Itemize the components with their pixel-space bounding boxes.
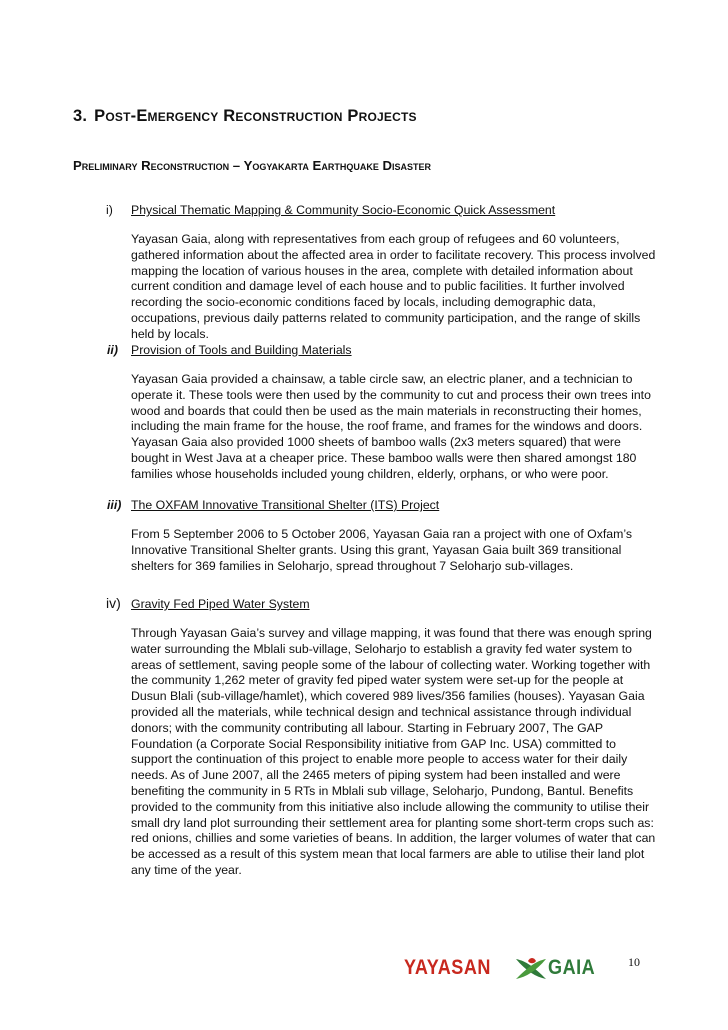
item-title: Gravity Fed Piped Water System bbox=[131, 597, 310, 611]
item-title: Provision of Tools and Building Materials bbox=[131, 343, 352, 357]
logo-text-gaia: GAIA bbox=[548, 956, 596, 979]
list-item bbox=[106, 498, 646, 574]
page-number: 10 bbox=[628, 955, 640, 969]
item-marker: iii) bbox=[107, 498, 122, 512]
leaf-x-icon bbox=[514, 957, 548, 981]
yayasan-gaia-logo bbox=[404, 956, 604, 982]
list-item bbox=[106, 343, 651, 483]
item-marker: iv) bbox=[106, 595, 121, 611]
item-body: From 5 September 2006 to 5 October 2006, Yayasan Gaia ran a project with one of Oxfam’s Innovative Transitional Shelter grants. Using this grant, Yayasan Gaia built 369 transitional shelters for 369 families in Seloharjo, spread throughout 7 Seloharjo sub-villages. bbox=[131, 527, 633, 573]
section-title: Post-Emergency Reconstruction Projects bbox=[94, 107, 417, 125]
item-title: Physical Thematic Mapping & Community Socio-Economic Quick Assessment bbox=[131, 203, 556, 217]
item-body: Yayasan Gaia provided a chainsaw, a table circle saw, an electric planer, and a technician to operate it. These tools were then used by the community to cut and process their own trees into wood and boards that could then be used as the main materials in reconstructing their homes, including the main frame for the house, the roof frame, and frames for the windows and doors. Yayasan Gaia also provided 1000 sheets of bamboo walls (2x3 meters squared) that were bought in West Java at a cheaper price. These bamboo walls were then shared amongst 180 families whose households included young children, elderly, orphans, or who were poor. bbox=[131, 372, 651, 481]
item-body: Yayasan Gaia, along with representatives from each group of refugees and 60 volunteers, gathered information about the affected area in order to facilitate recovery. This process involved mapping the location of various houses in the area, complete with detailed information about current condition and damage level of each house and to public facilities. It further involved recording the socio-economic conditions faced by locals, including demographic data, occupations, previous daily patterns related to community participation, and the range of skills held by locals. bbox=[131, 232, 656, 341]
section-number: 3. bbox=[73, 107, 88, 125]
section-subtitle: Preliminary Reconstruction – Yogyakarta Earthquake Disaster bbox=[73, 158, 432, 173]
list-item bbox=[106, 203, 656, 343]
item-marker: i) bbox=[106, 203, 113, 217]
logo-text-yayasan: YAYASAN bbox=[404, 956, 491, 979]
item-body: Through Yayasan Gaia’s survey and village mapping, it was found that there was enough spring water surrounding the Mblali sub-village, Seloharjo to establish a gravity fed water system to areas of settlement, saving people some of the labour of collecting water. Working together with the community 1,262 meter of gravity fed piped water system were set-up for the people at Dusun Blali (sub-village/hamlet), which covered 989 lives/356 families (houses). Yayasan Gaia provided all the materials, while technical design and technical assistance through individual donors; with the community contributing all labour. Starting in February 2007, The GAP Foundation (a Corporate Social Responsibility initiative from GAP Inc. USA) committed to support the continuation of this project to enable more people to access water for their daily needs. As of June 2007, all the 2465 meters of piping system had been installed and were benefiting the community in 5 RTs in Mblali sub village, Seloharjo, Pundong, Bantul. Benefits provided to the community from this initiative also include allowing the community to utilise their small dry land plot surrounding their settlement area for planting some short-term crops such as: red onions, chillies and some varieties of beans. In addition, the larger volumes of water that can be accessed as a result of this system mean that local farmers are able to utilise their land plot any time of the year. bbox=[131, 626, 656, 877]
list-item bbox=[106, 595, 656, 879]
section-heading bbox=[73, 107, 417, 126]
item-marker: ii) bbox=[107, 343, 118, 357]
item-title: The OXFAM Innovative Transitional Shelter (ITS) Project bbox=[131, 498, 440, 512]
